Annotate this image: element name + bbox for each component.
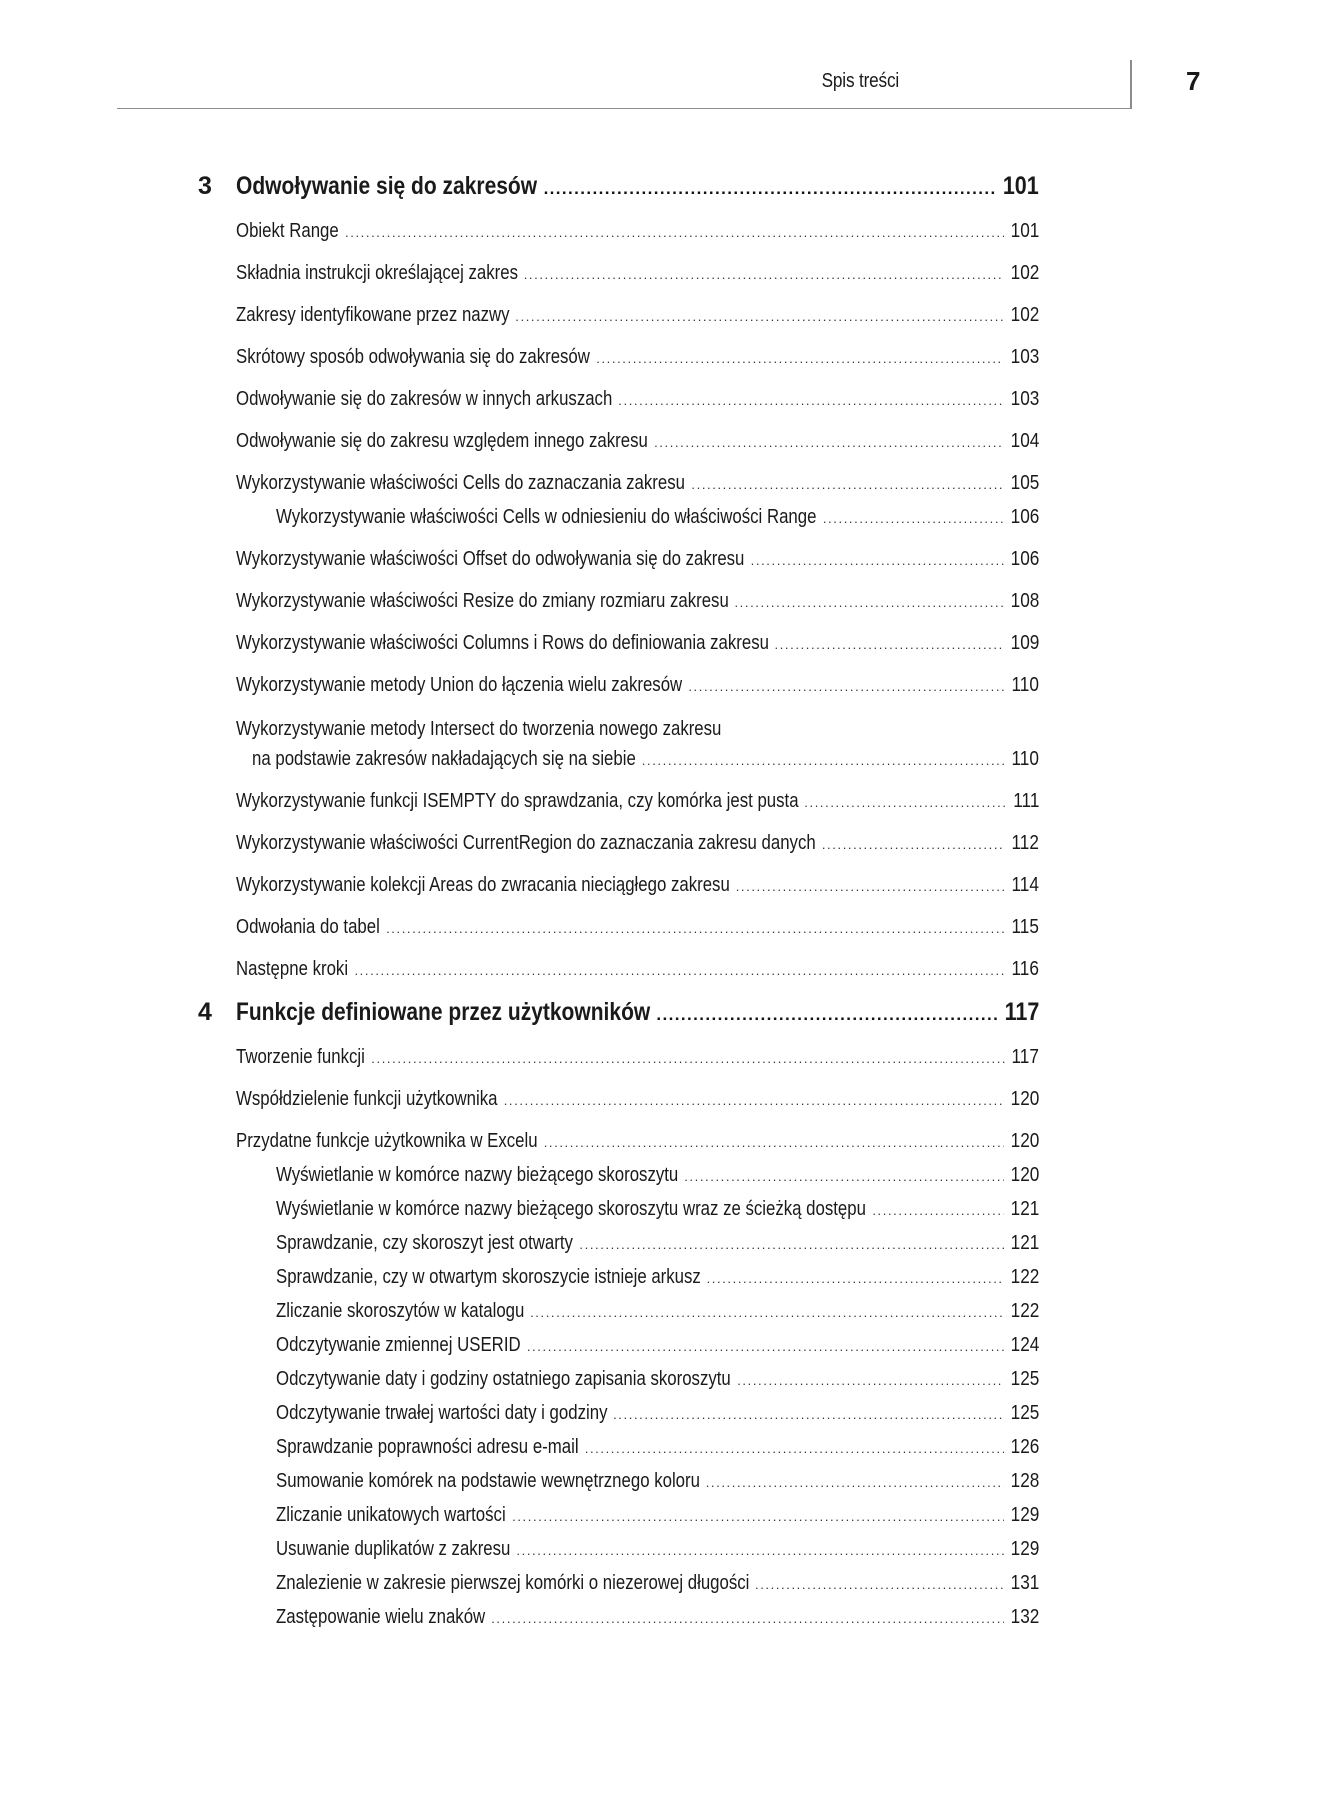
entry-page: 112: [1011, 832, 1039, 854]
toc-subentry[interactable]: [276, 1470, 1039, 1493]
dot-leader: [755, 1577, 1004, 1592]
dot-leader: [527, 1339, 1004, 1354]
dot-leader: [872, 1203, 1003, 1218]
dot-leader: [544, 1135, 1004, 1150]
entry-title: Sprawdzanie, czy skoroszyt jest otwarty: [276, 1232, 573, 1254]
dot-leader: [823, 511, 1004, 526]
dot-leader: [504, 1093, 1004, 1108]
dot-leader: [774, 637, 1003, 652]
dot-leader: [656, 1005, 996, 1025]
entry-page: 109: [1010, 632, 1039, 654]
dot-leader: [642, 753, 1005, 768]
entry-page: 124: [1010, 1334, 1039, 1356]
toc-chapter[interactable]: [198, 172, 1039, 201]
toc-subentry[interactable]: [276, 1504, 1039, 1527]
toc-entry[interactable]: [236, 1130, 1039, 1153]
entry-title: Odczytywanie trwałej wartości daty i godziny: [276, 1402, 608, 1424]
toc-entry[interactable]: [236, 590, 1039, 613]
dot-leader: [371, 1051, 1005, 1066]
entry-page: 120: [1010, 1164, 1039, 1186]
toc-entry[interactable]: [236, 388, 1039, 411]
entry-title: Wykorzystywanie właściwości Cells w odniesieniu do właściwości Range: [276, 506, 817, 528]
chapter-number: 3: [198, 172, 212, 200]
entry-page: 129: [1010, 1504, 1039, 1526]
entry-page: 114: [1011, 874, 1039, 896]
toc-subentry[interactable]: [276, 1164, 1039, 1187]
dot-leader: [585, 1441, 1004, 1456]
toc-subentry[interactable]: [276, 1436, 1039, 1459]
toc-subentry[interactable]: [276, 1402, 1039, 1425]
entry-page: 120: [1010, 1088, 1039, 1110]
dot-leader: [613, 1407, 1004, 1422]
toc-entry[interactable]: [236, 790, 1039, 813]
dot-leader: [491, 1611, 1003, 1626]
dot-leader: [737, 1373, 1003, 1388]
toc-entry-first-line[interactable]: Wykorzystywanie metody Intersect do tworzenia nowego zakresu: [236, 718, 722, 740]
dot-leader: [736, 879, 1005, 894]
dot-leader: [516, 1543, 1003, 1558]
chapter-title: Funkcje definiowane przez użytkowników: [236, 998, 651, 1026]
entry-page: 116: [1011, 958, 1039, 980]
chapter-page: 101: [1003, 172, 1039, 200]
entry-page: 105: [1010, 472, 1039, 494]
dot-leader: [524, 267, 1004, 282]
entry-page: 121: [1010, 1232, 1039, 1254]
entry-title: Obiekt Range: [236, 220, 339, 242]
toc-entry[interactable]: [236, 346, 1039, 369]
toc-subentry[interactable]: [276, 506, 1039, 529]
toc-entry[interactable]: [236, 548, 1039, 571]
entry-title: Wykorzystywanie właściwości Offset do odwoływania się do zakresu: [236, 548, 745, 570]
entry-title: Wyświetlanie w komórce nazwy bieżącego skoroszytu: [276, 1164, 679, 1186]
entry-title: Tworzenie funkcji: [236, 1046, 365, 1068]
toc-entry[interactable]: [236, 472, 1039, 495]
entry-page: 110: [1011, 674, 1039, 696]
entry-page: 128: [1010, 1470, 1039, 1492]
entry-title: Składnia instrukcji określającej zakres: [236, 262, 518, 284]
entry-title: Zakresy identyfikowane przez nazwy: [236, 304, 510, 326]
toc-entry[interactable]: [236, 674, 1039, 697]
entry-title: Odwoływanie się do zakresu względem innego zakresu: [236, 430, 648, 452]
dot-leader: [544, 179, 996, 199]
running-header: [117, 52, 1132, 109]
entry-page: 132: [1010, 1606, 1039, 1628]
dot-leader: [596, 351, 1003, 366]
header-title: Spis treści: [821, 70, 899, 92]
toc-entry[interactable]: [236, 832, 1039, 855]
entry-title: na podstawie zakresów nakładających się na siebie: [252, 748, 636, 770]
dot-leader: [706, 1475, 1004, 1490]
dot-leader: [345, 225, 1004, 240]
chapter-page: 117: [1004, 998, 1039, 1026]
dot-leader: [579, 1237, 1003, 1252]
entry-page: 101: [1010, 220, 1039, 242]
dot-leader: [515, 309, 1003, 324]
entry-page: 106: [1010, 548, 1039, 570]
entry-page: 129: [1010, 1538, 1039, 1560]
dot-leader: [654, 435, 1004, 450]
toc-subentry[interactable]: [276, 1368, 1039, 1391]
dot-leader: [684, 1169, 1003, 1184]
toc-chapter[interactable]: [198, 998, 1039, 1027]
entry-title: Wykorzystywanie właściwości Columns i Rows do definiowania zakresu: [236, 632, 769, 654]
dot-leader: [734, 595, 1003, 610]
entry-page: 104: [1010, 430, 1039, 452]
toc-entry[interactable]: [236, 430, 1039, 453]
dot-leader: [691, 477, 1003, 492]
toc-entry[interactable]: [236, 916, 1039, 939]
entry-title: Wykorzystywanie właściwości Cells do zaznaczania zakresu: [236, 472, 685, 494]
toc-subentry[interactable]: [276, 1232, 1039, 1255]
entry-page: 103: [1010, 346, 1039, 368]
entry-title: Wykorzystywanie metody Union do łączenia wielu zakresów: [236, 674, 683, 696]
entry-page: 117: [1011, 1046, 1039, 1068]
entry-title: Sprawdzanie, czy w otwartym skoroszycie istnieje arkusz: [276, 1266, 701, 1288]
dot-leader: [354, 963, 1005, 978]
toc-subentry[interactable]: [276, 1300, 1039, 1323]
entry-title: Zastępowanie wielu znaków: [276, 1606, 486, 1628]
entry-title: Wykorzystywanie kolekcji Areas do zwracania nieciągłego zakresu: [236, 874, 730, 896]
header-divider: [1130, 60, 1132, 108]
toc-entry[interactable]: [236, 262, 1039, 285]
entry-title: Usuwanie duplikatów z zakresu: [276, 1538, 511, 1560]
entry-title: Wykorzystywanie funkcji ISEMPTY do sprawdzania, czy komórka jest pusta: [236, 790, 799, 812]
dot-leader: [751, 553, 1004, 568]
dot-leader: [707, 1271, 1004, 1286]
entry-page: 122: [1010, 1300, 1039, 1322]
dot-leader: [688, 679, 1005, 694]
entry-page: 115: [1011, 916, 1039, 938]
entry-title: Znalezienie w zakresie pierwszej komórki o niezerowej długości: [276, 1572, 750, 1594]
toc-entry[interactable]: [252, 748, 1039, 771]
toc-entry[interactable]: [236, 1046, 1039, 1069]
toc-subentry[interactable]: [276, 1266, 1039, 1289]
page-number: 7: [1186, 66, 1201, 96]
entry-page: 125: [1010, 1368, 1039, 1390]
dot-leader: [530, 1305, 1004, 1320]
toc-entry[interactable]: [236, 958, 1039, 981]
chapter-number: 4: [198, 998, 212, 1026]
toc-subentry[interactable]: [276, 1538, 1039, 1561]
toc-entry[interactable]: [236, 220, 1039, 243]
toc-subentry[interactable]: [276, 1606, 1039, 1629]
toc-entry[interactable]: [236, 1088, 1039, 1111]
entry-title: Skrótowy sposób odwoływania się do zakresów: [236, 346, 590, 368]
toc-subentry[interactable]: [276, 1334, 1039, 1357]
entry-title: Odczytywanie zmiennej USERID: [276, 1334, 521, 1356]
entry-page: 121: [1010, 1198, 1039, 1220]
entry-title: Odwoływanie się do zakresów w innych arkuszach: [236, 388, 613, 410]
dot-leader: [804, 795, 1006, 810]
entry-page: 126: [1010, 1436, 1039, 1458]
entry-page: 131: [1010, 1572, 1039, 1594]
dot-leader: [512, 1509, 1004, 1524]
toc-subentry[interactable]: [276, 1198, 1039, 1221]
entry-page: 122: [1010, 1266, 1039, 1288]
entry-title: Zliczanie skoroszytów w katalogu: [276, 1300, 525, 1322]
entry-page: 102: [1010, 262, 1039, 284]
entry-title: Zliczanie unikatowych wartości: [276, 1504, 506, 1526]
entry-title: Sprawdzanie poprawności adresu e-mail: [276, 1436, 579, 1458]
entry-title: Odczytywanie daty i godziny ostatniego zapisania skoroszytu: [276, 1368, 731, 1390]
entry-page: 106: [1010, 506, 1039, 528]
toc-subentry[interactable]: [276, 1572, 1039, 1595]
toc-entry[interactable]: [236, 304, 1039, 327]
toc-entry[interactable]: [236, 632, 1039, 655]
entry-page: 125: [1010, 1402, 1039, 1424]
dot-leader: [618, 393, 1003, 408]
entry-title: Wyświetlanie w komórce nazwy bieżącego skoroszytu wraz ze ścieżką dostępu: [276, 1198, 866, 1220]
dot-leader: [822, 837, 1005, 852]
chapter-title: Odwoływanie się do zakresów: [236, 172, 538, 200]
entry-title: Przydatne funkcje użytkownika w Excelu: [236, 1130, 538, 1152]
toc-entry[interactable]: [236, 874, 1039, 897]
entry-page: 103: [1010, 388, 1039, 410]
entry-title: Następne kroki: [236, 958, 349, 980]
entry-title: Sumowanie komórek na podstawie wewnętrznego koloru: [276, 1470, 700, 1492]
entry-title: Odwołania do tabel: [236, 916, 380, 938]
entry-title: Wykorzystywanie właściwości Resize do zmiany rozmiaru zakresu: [236, 590, 729, 612]
entry-page: 120: [1010, 1130, 1039, 1152]
entry-page: 108: [1010, 590, 1039, 612]
entry-page: 111: [1012, 790, 1039, 812]
entry-title: Wykorzystywanie właściwości CurrentRegion do zaznaczania zakresu danych: [236, 832, 816, 854]
entry-page: 102: [1010, 304, 1039, 326]
entry-page: 110: [1011, 748, 1039, 770]
entry-title: Współdzielenie funkcji użytkownika: [236, 1088, 498, 1110]
dot-leader: [386, 921, 1005, 936]
